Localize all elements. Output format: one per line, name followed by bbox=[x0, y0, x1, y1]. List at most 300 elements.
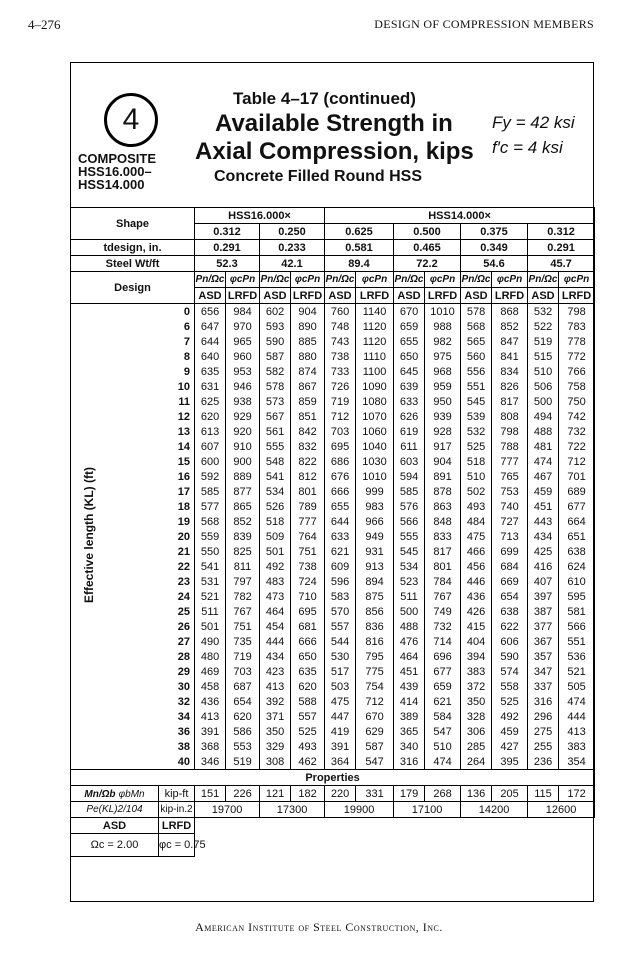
lrfd-value: 659 bbox=[425, 679, 461, 694]
asd-value: 494 bbox=[528, 409, 559, 424]
lrfd-value: 959 bbox=[425, 379, 461, 394]
fy-value: Fy = 42 ksi bbox=[492, 113, 575, 132]
asd-value: 350 bbox=[461, 694, 492, 709]
lrfd-value: 920 bbox=[226, 424, 260, 439]
axis-gutter bbox=[71, 319, 159, 334]
asd-value: 510 bbox=[461, 469, 492, 484]
asd-value: 466 bbox=[461, 544, 492, 559]
lrfd-value: 651 bbox=[559, 529, 595, 544]
table-row bbox=[71, 379, 595, 394]
lrfd-value: 566 bbox=[559, 619, 595, 634]
lrfd-value: 982 bbox=[425, 334, 461, 349]
lrfd-value: 588 bbox=[291, 694, 325, 709]
lrfd-value: 427 bbox=[492, 739, 528, 754]
lrfd-value: 749 bbox=[425, 604, 461, 619]
mn-value: 121 bbox=[260, 786, 291, 802]
asd-value: 626 bbox=[394, 409, 425, 424]
effective-length-cell: 9 bbox=[159, 364, 195, 379]
asd-value: 644 bbox=[195, 334, 226, 349]
head-lrfd-symbol: φcPn bbox=[559, 272, 595, 288]
lrfd-value: 782 bbox=[226, 589, 260, 604]
table-row bbox=[71, 424, 595, 439]
asd-value: 275 bbox=[528, 724, 559, 739]
asd-value: 611 bbox=[394, 439, 425, 454]
lrfd-value: 812 bbox=[291, 469, 325, 484]
head-asd: ASD bbox=[461, 288, 492, 304]
asd-value: 365 bbox=[394, 724, 425, 739]
lrfd-value: 732 bbox=[425, 619, 461, 634]
lrfd-value: 798 bbox=[492, 424, 528, 439]
strength-table bbox=[70, 207, 595, 857]
mn-row bbox=[71, 786, 595, 802]
chapter-badge bbox=[104, 93, 158, 147]
asd-value: 502 bbox=[461, 484, 492, 499]
lrfd-value: 684 bbox=[492, 559, 528, 574]
asd-value: 467 bbox=[528, 469, 559, 484]
lrfd-value: 742 bbox=[559, 409, 595, 424]
asd-value: 447 bbox=[325, 709, 356, 724]
asd-value: 474 bbox=[528, 454, 559, 469]
lrfd-value: 917 bbox=[425, 439, 461, 454]
asd-value: 548 bbox=[260, 454, 291, 469]
lrfd-value: 519 bbox=[226, 754, 260, 770]
table-row bbox=[71, 514, 595, 529]
asd-value: 511 bbox=[394, 589, 425, 604]
mn-value: 151 bbox=[195, 786, 226, 802]
asd-value: 609 bbox=[325, 559, 356, 574]
effective-length-cell: 21 bbox=[159, 544, 195, 559]
asd-value: 493 bbox=[461, 499, 492, 514]
pe-value: 19900 bbox=[325, 802, 394, 818]
asd-value: 264 bbox=[461, 754, 492, 770]
section-title: DESIGN OF COMPRESSION MEMBERS bbox=[374, 17, 594, 31]
page-number: 4–276 bbox=[28, 17, 61, 32]
lrfd-value: 1060 bbox=[356, 424, 394, 439]
asd-value: 389 bbox=[394, 709, 425, 724]
title-line-2: Available Strength in bbox=[215, 110, 453, 137]
lrfd-value: 859 bbox=[291, 394, 325, 409]
asd-value: 573 bbox=[260, 394, 291, 409]
head-asd: ASD bbox=[195, 288, 226, 304]
asd-value: 350 bbox=[260, 724, 291, 739]
asd-value: 456 bbox=[461, 559, 492, 574]
axis-gutter bbox=[71, 424, 159, 439]
asd-value: 545 bbox=[394, 544, 425, 559]
asd-value: 377 bbox=[528, 619, 559, 634]
asd-value: 488 bbox=[394, 619, 425, 634]
asd-value: 551 bbox=[461, 379, 492, 394]
title-subtitle: Concrete Filled Round HSS bbox=[214, 168, 423, 185]
asd-value: 476 bbox=[394, 634, 425, 649]
asd-value: 619 bbox=[394, 424, 425, 439]
lrfd-value: 825 bbox=[226, 544, 260, 559]
axis-gutter bbox=[71, 349, 159, 364]
asd-value: 509 bbox=[260, 529, 291, 544]
lrfd-value: 1140 bbox=[356, 304, 394, 320]
lrfd-value: 856 bbox=[356, 604, 394, 619]
table-row bbox=[71, 454, 595, 469]
asd-value: 413 bbox=[195, 709, 226, 724]
phi-value: φc = 0.75 bbox=[159, 834, 195, 857]
lrfd-value: 847 bbox=[492, 334, 528, 349]
table-row bbox=[71, 574, 595, 589]
page-footer: American Institute of Steel Construction, Inc. bbox=[195, 920, 443, 934]
asd-value: 316 bbox=[528, 694, 559, 709]
lrfd-value: 1070 bbox=[356, 409, 394, 424]
tdesign-label: tdesign, in. bbox=[71, 240, 195, 256]
effective-length-cell: 16 bbox=[159, 469, 195, 484]
effective-length-cell: 7 bbox=[159, 334, 195, 349]
lrfd-value: 622 bbox=[492, 619, 528, 634]
asd-value: 501 bbox=[260, 544, 291, 559]
table-row bbox=[71, 409, 595, 424]
lrfd-value: 638 bbox=[559, 544, 595, 559]
asd-value: 469 bbox=[195, 664, 226, 679]
steel-0: 52.3 bbox=[195, 256, 260, 272]
lrfd-value: 1010 bbox=[425, 304, 461, 320]
asd-value: 515 bbox=[528, 349, 559, 364]
lrfd-value: 713 bbox=[492, 529, 528, 544]
axis-gutter bbox=[71, 439, 159, 454]
lrfd-value: 492 bbox=[492, 709, 528, 724]
chapter-number: 4 bbox=[122, 103, 140, 136]
lrfd-value: 984 bbox=[226, 304, 260, 320]
asd-value: 296 bbox=[528, 709, 559, 724]
lrfd-value: 587 bbox=[356, 739, 394, 754]
lrfd-value: 606 bbox=[492, 634, 528, 649]
table-row bbox=[71, 739, 595, 754]
asd-value: 407 bbox=[528, 574, 559, 589]
lrfd-value: 664 bbox=[559, 514, 595, 529]
lrfd-value: 852 bbox=[226, 514, 260, 529]
head-asd: ASD bbox=[394, 288, 425, 304]
asd-value: 583 bbox=[325, 589, 356, 604]
mn-value: 182 bbox=[291, 786, 325, 802]
asd-value: 316 bbox=[394, 754, 425, 770]
asd-value: 602 bbox=[260, 304, 291, 320]
lrfd-value: 777 bbox=[492, 454, 528, 469]
lrfd-value: 783 bbox=[559, 319, 595, 334]
lrfd-value: 710 bbox=[291, 589, 325, 604]
asd-value: 439 bbox=[394, 679, 425, 694]
asd-value: 541 bbox=[260, 469, 291, 484]
lrfd-value: 999 bbox=[356, 484, 394, 499]
lrfd-value: 758 bbox=[559, 379, 595, 394]
effective-length-cell: 10 bbox=[159, 379, 195, 394]
table-row bbox=[71, 469, 595, 484]
lrfd-value: 795 bbox=[356, 649, 394, 664]
omega-value: Ωc = 2.00 bbox=[71, 834, 159, 857]
asd-value: 368 bbox=[195, 739, 226, 754]
table-row bbox=[71, 349, 595, 364]
asd-value: 464 bbox=[260, 604, 291, 619]
head-lrfd-symbol: φcPn bbox=[425, 272, 461, 288]
asd-value: 503 bbox=[325, 679, 356, 694]
asd-value: 650 bbox=[394, 349, 425, 364]
mn-value: 205 bbox=[492, 786, 528, 802]
asd-value: 372 bbox=[461, 679, 492, 694]
lrfd-value: 620 bbox=[226, 709, 260, 724]
lrfd-value: 910 bbox=[226, 439, 260, 454]
lrfd-value: 638 bbox=[492, 604, 528, 619]
asd-value: 329 bbox=[260, 739, 291, 754]
table-row bbox=[71, 439, 595, 454]
lrfd-value: 822 bbox=[291, 454, 325, 469]
asd-value: 567 bbox=[260, 409, 291, 424]
lrfd-box-label: LRFD bbox=[159, 818, 195, 834]
asd-value: 454 bbox=[260, 619, 291, 634]
axis-gutter bbox=[71, 394, 159, 409]
lrfd-value: 753 bbox=[492, 484, 528, 499]
asd-value: 337 bbox=[528, 679, 559, 694]
head-lrfd-symbol: φcPn bbox=[356, 272, 394, 288]
asd-value: 346 bbox=[195, 754, 226, 770]
asd-value: 391 bbox=[325, 739, 356, 754]
asd-value: 541 bbox=[195, 559, 226, 574]
lrfd-value: 764 bbox=[291, 529, 325, 544]
table-row bbox=[71, 394, 595, 409]
asd-value: 522 bbox=[528, 319, 559, 334]
asd-value: 655 bbox=[325, 499, 356, 514]
mn-value: 172 bbox=[559, 786, 595, 802]
lrfd-value: 547 bbox=[356, 754, 394, 770]
asd-value: 394 bbox=[461, 649, 492, 664]
lrfd-value: 751 bbox=[226, 619, 260, 634]
asd-value: 585 bbox=[195, 484, 226, 499]
title-line-3: Axial Compression, kips bbox=[195, 138, 474, 165]
axis-gutter bbox=[71, 649, 159, 664]
lrfd-value: 777 bbox=[291, 514, 325, 529]
mn-unit: kip-ft bbox=[159, 786, 195, 802]
asd-value: 645 bbox=[394, 364, 425, 379]
asd-value: 607 bbox=[195, 439, 226, 454]
table-number: Table 4–17 (continued) bbox=[233, 89, 416, 108]
lrfd-value: 811 bbox=[226, 559, 260, 574]
pe-row bbox=[71, 802, 595, 818]
table-row bbox=[71, 634, 595, 649]
axis-gutter bbox=[71, 739, 159, 754]
lrfd-value: 493 bbox=[291, 739, 325, 754]
effective-length-cell: 38 bbox=[159, 739, 195, 754]
table-row bbox=[71, 559, 595, 574]
lrfd-value: 894 bbox=[356, 574, 394, 589]
lrfd-value: 624 bbox=[559, 559, 595, 574]
table-row bbox=[71, 619, 595, 634]
asd-value: 603 bbox=[394, 454, 425, 469]
asd-value: 592 bbox=[195, 469, 226, 484]
lrfd-value: 635 bbox=[291, 664, 325, 679]
head-asd-symbol: Pn/Ωc bbox=[528, 272, 559, 288]
head-lrfd-symbol: φcPn bbox=[492, 272, 528, 288]
lrfd-value: 586 bbox=[226, 724, 260, 739]
asd-value: 500 bbox=[394, 604, 425, 619]
head-asd: ASD bbox=[325, 288, 356, 304]
asd-value: 511 bbox=[195, 604, 226, 619]
lrfd-value: 928 bbox=[425, 424, 461, 439]
asd-value: 484 bbox=[461, 514, 492, 529]
asd-value: 525 bbox=[461, 439, 492, 454]
asd-value: 480 bbox=[195, 649, 226, 664]
pe-value: 12600 bbox=[528, 802, 595, 818]
lrfd-value: 581 bbox=[559, 604, 595, 619]
asd-value: 518 bbox=[461, 454, 492, 469]
asd-value: 416 bbox=[528, 559, 559, 574]
composite-line-3: HSS14.000 bbox=[78, 177, 145, 192]
lrfd-value: 677 bbox=[559, 499, 595, 514]
lrfd-value: 953 bbox=[226, 364, 260, 379]
lrfd-value: 833 bbox=[425, 529, 461, 544]
table-row bbox=[71, 484, 595, 499]
lrfd-value: 950 bbox=[425, 394, 461, 409]
effective-length-cell: 28 bbox=[159, 649, 195, 664]
lrfd-value: 778 bbox=[559, 334, 595, 349]
lrfd-value: 740 bbox=[492, 499, 528, 514]
lrfd-value: 629 bbox=[356, 724, 394, 739]
lrfd-value: 1100 bbox=[356, 364, 394, 379]
asd-value: 560 bbox=[461, 349, 492, 364]
asd-value: 475 bbox=[325, 694, 356, 709]
asd-value: 620 bbox=[195, 409, 226, 424]
mn-label bbox=[71, 786, 159, 802]
wall-3: 0.500 bbox=[394, 224, 461, 240]
head-lrfd: LRFD bbox=[356, 288, 394, 304]
lrfd-value: 525 bbox=[492, 694, 528, 709]
table-row bbox=[71, 544, 595, 559]
table-row bbox=[71, 604, 595, 619]
asd-value: 726 bbox=[325, 379, 356, 394]
lrfd-value: 867 bbox=[291, 379, 325, 394]
asd-value: 613 bbox=[195, 424, 226, 439]
lrfd-value: 890 bbox=[291, 319, 325, 334]
asd-value: 236 bbox=[528, 754, 559, 770]
lrfd-value: 1090 bbox=[356, 379, 394, 394]
asd-value: 577 bbox=[195, 499, 226, 514]
table-row bbox=[71, 319, 595, 334]
lrfd-value: 413 bbox=[559, 724, 595, 739]
steel-1: 42.1 bbox=[260, 256, 325, 272]
head-asd: ASD bbox=[260, 288, 291, 304]
mn-asd-label: Mn/Ωb bbox=[84, 788, 116, 800]
lrfd-value: 970 bbox=[226, 319, 260, 334]
lrfd-value: 863 bbox=[425, 499, 461, 514]
axis-gutter bbox=[71, 619, 159, 634]
lrfd-value: 767 bbox=[226, 604, 260, 619]
lrfd-value: 654 bbox=[492, 589, 528, 604]
asd-value: 481 bbox=[528, 439, 559, 454]
lrfd-value: 521 bbox=[559, 664, 595, 679]
asd-value: 413 bbox=[260, 679, 291, 694]
asd-value: 517 bbox=[325, 664, 356, 679]
asd-value: 640 bbox=[195, 349, 226, 364]
lrfd-value: 983 bbox=[356, 499, 394, 514]
lrfd-value: 865 bbox=[226, 499, 260, 514]
head-lrfd: LRFD bbox=[492, 288, 528, 304]
mn-value: 136 bbox=[461, 786, 492, 802]
lrfd-value: 557 bbox=[291, 709, 325, 724]
lrfd-value: 754 bbox=[356, 679, 394, 694]
lrfd-value: 913 bbox=[356, 559, 394, 574]
lrfd-value: 547 bbox=[425, 724, 461, 739]
lrfd-value: 695 bbox=[291, 604, 325, 619]
pe-value: 17300 bbox=[260, 802, 325, 818]
wall-1: 0.250 bbox=[260, 224, 325, 240]
head-lrfd: LRFD bbox=[226, 288, 260, 304]
asd-value: 666 bbox=[325, 484, 356, 499]
head-asd: ASD bbox=[528, 288, 559, 304]
asd-value: 544 bbox=[325, 634, 356, 649]
asd-value: 545 bbox=[461, 394, 492, 409]
asd-value: 501 bbox=[195, 619, 226, 634]
lrfd-value: 900 bbox=[226, 454, 260, 469]
pe-value: 17100 bbox=[394, 802, 461, 818]
steel-5: 45.7 bbox=[528, 256, 595, 272]
lrfd-value: 621 bbox=[425, 694, 461, 709]
mn-value: 220 bbox=[325, 786, 356, 802]
effective-length-cell: 24 bbox=[159, 589, 195, 604]
lrfd-value: 801 bbox=[291, 484, 325, 499]
asd-value: 633 bbox=[394, 394, 425, 409]
axis-gutter bbox=[71, 724, 159, 739]
lrfd-value: 949 bbox=[356, 529, 394, 544]
composite-line-1: COMPOSITE bbox=[78, 151, 157, 166]
lrfd-value: 1040 bbox=[356, 439, 394, 454]
asd-value: 397 bbox=[528, 589, 559, 604]
lrfd-value: 839 bbox=[226, 529, 260, 544]
tdesign-4: 0.349 bbox=[461, 240, 528, 256]
asd-value: 255 bbox=[528, 739, 559, 754]
tdesign-1: 0.233 bbox=[260, 240, 325, 256]
head-asd-symbol: Pn/Ωc bbox=[325, 272, 356, 288]
asd-value: 670 bbox=[394, 304, 425, 320]
lrfd-value: 851 bbox=[291, 409, 325, 424]
asd-value: 459 bbox=[528, 484, 559, 499]
mn-value: 226 bbox=[226, 786, 260, 802]
lrfd-value: 444 bbox=[559, 709, 595, 724]
asd-value: 387 bbox=[528, 604, 559, 619]
asd-value: 594 bbox=[394, 469, 425, 484]
lrfd-value: 1110 bbox=[356, 349, 394, 364]
asd-value: 367 bbox=[528, 634, 559, 649]
lrfd-value: 584 bbox=[425, 709, 461, 724]
lrfd-value: 722 bbox=[559, 439, 595, 454]
asd-value: 492 bbox=[260, 559, 291, 574]
asd-value: 357 bbox=[528, 649, 559, 664]
lrfd-value: 687 bbox=[226, 679, 260, 694]
asd-value: 500 bbox=[528, 394, 559, 409]
axis-gutter bbox=[71, 694, 159, 709]
lrfd-value: 666 bbox=[291, 634, 325, 649]
lrfd-value: 610 bbox=[559, 574, 595, 589]
asd-value: 475 bbox=[461, 529, 492, 544]
lrfd-value: 1120 bbox=[356, 319, 394, 334]
head-lrfd: LRFD bbox=[559, 288, 595, 304]
lrfd-value: 703 bbox=[226, 664, 260, 679]
lrfd-value: 789 bbox=[291, 499, 325, 514]
lrfd-value: 525 bbox=[291, 724, 325, 739]
effective-length-cell: 32 bbox=[159, 694, 195, 709]
effective-length-cell: 17 bbox=[159, 484, 195, 499]
asd-value: 647 bbox=[195, 319, 226, 334]
effective-length-cell: 40 bbox=[159, 754, 195, 770]
asd-value: 328 bbox=[461, 709, 492, 724]
asd-value: 534 bbox=[260, 484, 291, 499]
asd-value: 635 bbox=[195, 364, 226, 379]
properties-label: Properties bbox=[71, 770, 595, 786]
asd-value: 539 bbox=[461, 409, 492, 424]
asd-value: 285 bbox=[461, 739, 492, 754]
asd-value: 451 bbox=[528, 499, 559, 514]
lrfd-value: 766 bbox=[559, 364, 595, 379]
